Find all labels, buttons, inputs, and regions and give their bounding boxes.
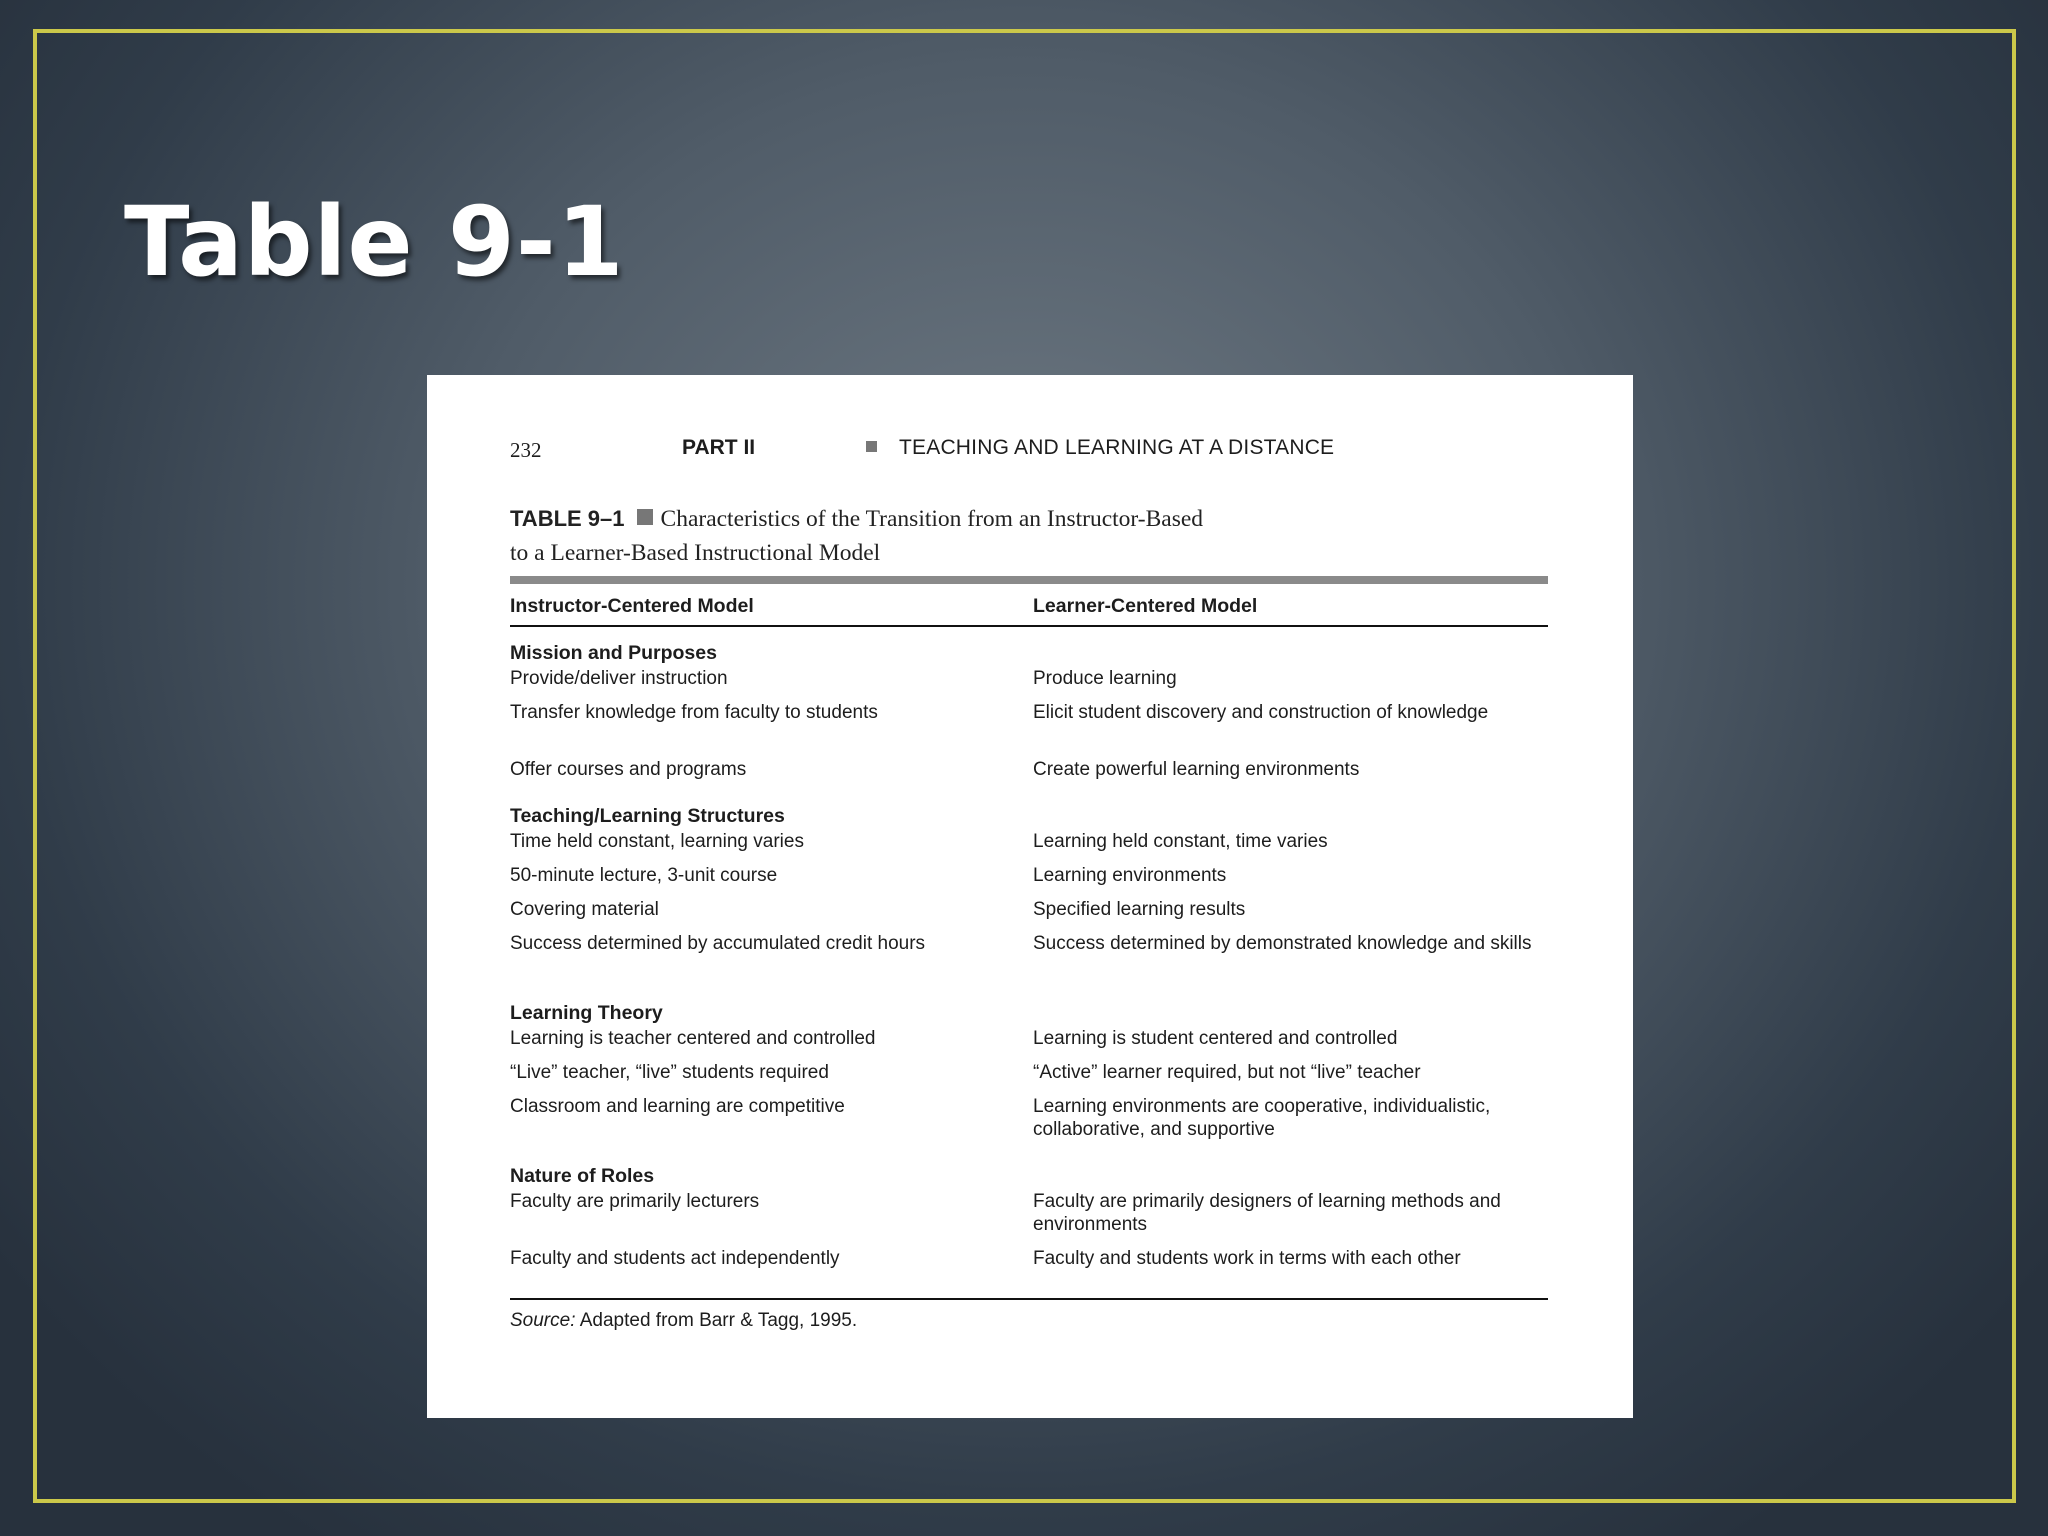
table-top-rule: [510, 576, 1548, 584]
learner-cell: Elicit student discovery and construction of knowledge: [1033, 702, 1489, 723]
column-header-instructor: Instructor-Centered Model: [510, 595, 754, 617]
table-row: [510, 1247, 1548, 1281]
instructor-cell: Faculty and students act independently: [510, 1248, 840, 1269]
table-row: [510, 830, 1548, 864]
section-heading: Teaching/Learning Structures: [510, 805, 785, 827]
table-caption: [510, 502, 1330, 570]
table-source-note: [510, 1310, 857, 1332]
running-head: [510, 436, 1550, 466]
table-header-row: [510, 592, 1548, 622]
table-header-rule: [510, 625, 1548, 627]
instructor-cell: Transfer knowledge from faculty to students: [510, 702, 878, 723]
source-label: Source:: [510, 1310, 576, 1331]
instructor-cell: Provide/deliver instruction: [510, 668, 728, 689]
square-bullet-icon: [637, 509, 653, 525]
learner-cell: Specified learning results: [1033, 899, 1246, 920]
instructor-cell: Covering material: [510, 899, 659, 920]
instructor-cell: Success determined by accumulated credit hours: [510, 933, 926, 954]
table-row: [510, 1061, 1548, 1095]
instructor-cell: Time held constant, learning varies: [510, 831, 804, 852]
book-page-scan: [427, 375, 1633, 1418]
caption-line-1: Characteristics of the Transition from an Instructor-Based: [660, 506, 1204, 532]
table-row: [510, 898, 1548, 932]
learner-cell: Faculty are primarily designers of learning methods and environments: [1033, 1191, 1501, 1235]
column-header-learner: Learner-Centered Model: [1033, 595, 1258, 617]
table-row: [510, 864, 1548, 898]
table-label: TABLE 9–1: [510, 506, 625, 531]
section-heading: Mission and Purposes: [510, 642, 717, 664]
instructor-cell: Classroom and learning are competitive: [510, 1096, 845, 1117]
learner-cell: Produce learning: [1033, 668, 1177, 689]
learner-cell: Success determined by demonstrated knowledge and skills: [1033, 933, 1532, 954]
table-row: [510, 758, 1548, 792]
table-row: [510, 667, 1548, 701]
section-heading: Nature of Roles: [510, 1165, 655, 1187]
learner-cell: Learning environments: [1033, 865, 1227, 886]
part-label: PART II: [682, 436, 756, 459]
instructor-cell: 50-minute lecture, 3-unit course: [510, 865, 778, 886]
table-bottom-rule: [510, 1298, 1548, 1300]
table-row: [510, 932, 1548, 989]
table-row: [510, 1190, 1548, 1247]
table-row: [510, 1027, 1548, 1061]
instructor-cell: Faculty are primarily lecturers: [510, 1191, 760, 1212]
learner-cell: Faculty and students work in terms with each other: [1033, 1248, 1461, 1269]
instructor-cell: Offer courses and programs: [510, 759, 747, 780]
caption-line-2: to a Learner-Based Instructional Model: [510, 540, 881, 566]
table-row: [510, 1095, 1548, 1152]
learner-cell: Learning is student centered and controlled: [1033, 1028, 1398, 1049]
section-heading: Learning Theory: [510, 1002, 663, 1024]
instructor-cell: Learning is teacher centered and controlled: [510, 1028, 876, 1049]
instructor-cell: “Live” teacher, “live” students required: [510, 1062, 829, 1083]
table-body: [510, 629, 1548, 1281]
page-number: 232: [510, 438, 542, 462]
learner-cell: Learning environments are cooperative, individualistic, collaborative, and supportive: [1033, 1096, 1491, 1140]
source-text: Adapted from Barr & Tagg, 1995.: [579, 1310, 858, 1331]
square-bullet-icon: [866, 441, 877, 452]
chapter-title: TEACHING AND LEARNING AT A DISTANCE: [899, 436, 1335, 459]
learner-cell: Learning held constant, time varies: [1033, 831, 1328, 852]
slide-title: Table 9-1: [124, 186, 625, 298]
table-row: [510, 701, 1548, 758]
learner-cell: “Active” learner required, but not “live” teacher: [1033, 1062, 1421, 1083]
learner-cell: Create powerful learning environments: [1033, 759, 1360, 780]
